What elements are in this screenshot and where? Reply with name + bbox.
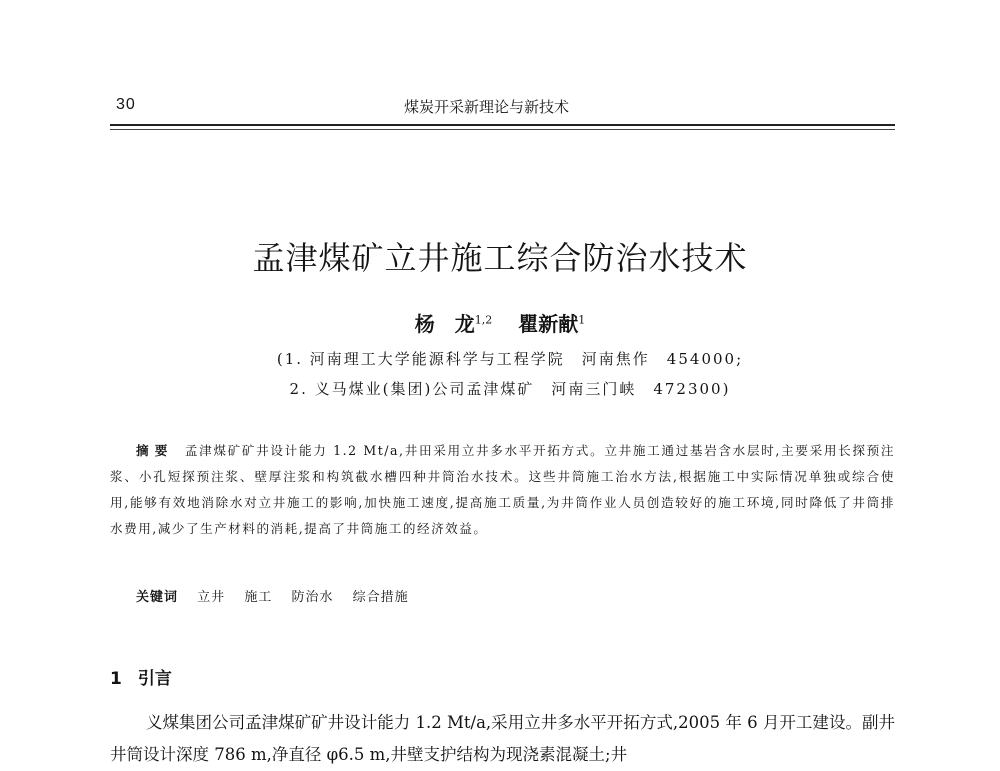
keywords <box>136 586 423 605</box>
section-number: 1 <box>110 669 122 689</box>
author-affil-marks: 1 <box>578 313 586 327</box>
section-heading <box>110 664 172 689</box>
keyword: 立井 <box>197 590 226 605</box>
abstract <box>110 438 895 542</box>
keyword: 防治水 <box>291 590 334 605</box>
affiliation-1: (1. 河南理工大学能源科学与工程学院 河南焦作 454000; <box>276 350 744 368</box>
affiliation-2: 2. 义马煤业(集团)公司孟津煤矿 河南三门峡 472300) <box>289 380 731 398</box>
header-rule-thin <box>110 129 895 130</box>
body-paragraph: 义煤集团公司孟津煤矿矿井设计能力 1.2 Mt/a,采用立井多水平开拓方式,2005 年 6 月开工建设。副井井筒设计深度 786 m,净直径 φ6.5 m,井壁支护结构为现浇素混凝土;井 <box>110 713 895 764</box>
header-rule <box>110 124 895 126</box>
keywords-label: 关键词 <box>136 590 179 605</box>
author-line <box>0 308 1000 337</box>
keyword: 综合措施 <box>352 590 409 605</box>
section-title: 引言 <box>137 669 172 689</box>
keyword: 施工 <box>244 590 273 605</box>
article-title: 孟津煤矿立井施工综合防治水技术 <box>252 239 748 277</box>
author-name: 瞿新献 <box>518 312 579 336</box>
page-number: 30 <box>116 96 136 113</box>
abstract-label: 摘要 <box>136 443 174 458</box>
running-title: 煤炭开采新理论与新技术 <box>404 98 570 116</box>
author-name: 杨 龙 <box>414 312 475 336</box>
abstract-text: 孟津煤矿矿井设计能力 1.2 Mt/a,井田采用立井多水平开拓方式。立井施工通过基岩含水层时,主要采用长探预注浆、小孔短探预注浆、壁厚注浆和构筑截水槽四种井筒治水技术。这些井筒施工治水方法,根据施工中实际情况单独或综合使用,能够有效地消除水对立井施工的影响,加快施工速度,提高施工质量,为井筒作业人员创造较好的施工环境,同时降低了井筒排水费用,减少了生产材料的消耗,提高了井筒施工的经济效益。 <box>110 443 896 536</box>
author-affil-marks: 1,2 <box>474 313 493 327</box>
